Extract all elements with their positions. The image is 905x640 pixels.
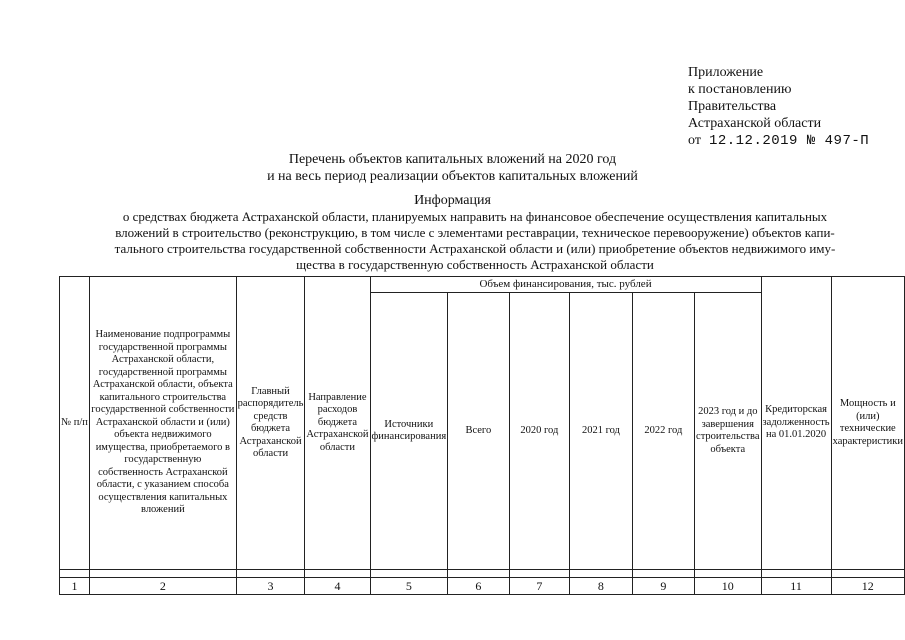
capital-investments-table	[59, 276, 905, 595]
appendix-line-4: Астраханской области	[688, 116, 822, 131]
column-number-cell: 8	[570, 578, 632, 595]
column-number-cell: 3	[236, 578, 305, 595]
appendix-line-3: Правительства	[688, 99, 777, 114]
header-col-manager: Главный распорядитель средств бюджета Астраханской области	[236, 277, 305, 570]
header-col-2022: 2022 год	[632, 293, 694, 570]
column-number-cell: 1	[60, 578, 90, 595]
info-body	[60, 209, 890, 273]
info-line-4: щества в государственную собственность Астраханской области	[296, 257, 654, 272]
info-line-3: тального строительства государственной собственности Астраханской области и (или) приобретение объектов недвижимого иму-	[114, 241, 836, 256]
column-number-cell: 2	[90, 578, 237, 595]
document-title	[0, 151, 905, 185]
date-stamp: 12.12.2019 № 497-П	[708, 133, 870, 149]
header-col-total: Всего	[448, 293, 509, 570]
header-col-capacity: Мощность и (или) технические характеристики	[831, 277, 904, 570]
column-number-cell: 9	[632, 578, 694, 595]
header-col-2021: 2021 год	[570, 293, 632, 570]
date-prefix: от	[688, 133, 701, 148]
column-number-cell: 5	[370, 578, 448, 595]
appendix-line-1: Приложение	[688, 65, 764, 80]
info-line-2: вложений в строительство (реконструкцию, в том числе с элементами реставрации, техническое перевооружение) объектов капи-	[115, 225, 835, 240]
appendix-date-line	[688, 132, 869, 150]
header-col-2020: 2020 год	[509, 293, 570, 570]
header-financing-group: Объем финансирования, тыс. рублей	[370, 277, 761, 293]
column-number-row	[60, 578, 905, 595]
column-number-cell: 6	[448, 578, 509, 595]
column-number-cell: 10	[695, 578, 762, 595]
column-number-cell: 7	[509, 578, 570, 595]
info-line-1: о средствах бюджета Астраханской области, планируемых направить на финансовое обеспечение осуществления капитальных	[122, 209, 828, 224]
column-number-cell: 12	[831, 578, 904, 595]
header-col-sources: Источники финансирования	[370, 293, 448, 570]
header-col-number: № п/п	[60, 277, 90, 570]
appendix-note	[688, 64, 869, 150]
column-number-cell: 11	[761, 578, 831, 595]
info-heading: Информация	[414, 193, 491, 208]
title-line-1: Перечень объектов капитальных вложений на 2020 год	[288, 152, 617, 167]
column-number-cell: 4	[305, 578, 370, 595]
header-col-name: Наименование подпрограммы государственной программы Астраханской области, государственной программы Астраханской области, объекта капитального строительства государственной собственности Астраханской области и (или) объекта недвижимого имущества, приобретаемого в государственную собственность Астраханской области, с указанием способа осуществления капитальных вложений	[90, 277, 237, 570]
header-col-2023: 2023 год и до завершения строительства объекта	[695, 293, 762, 570]
appendix-line-2: к постановлению	[688, 82, 792, 97]
title-line-2: и на весь период реализации объектов капитальных вложений	[267, 169, 638, 184]
header-col-debt: Кредиторская задолженность на 01.01.2020	[761, 277, 831, 570]
header-col-direction: Направление расходов бюджета Астраханской области	[305, 277, 370, 570]
